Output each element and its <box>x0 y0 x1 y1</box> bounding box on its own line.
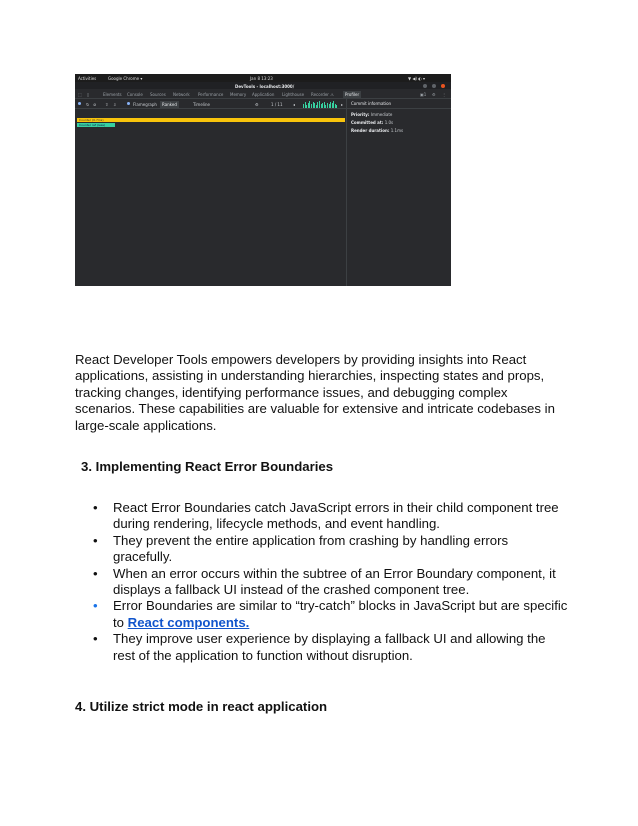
render-label: Render duration: <box>351 128 390 133</box>
reload-icon[interactable]: ↻ <box>86 101 90 107</box>
tab-sources[interactable]: Sources <box>150 92 166 97</box>
devtools-screenshot <box>75 74 451 286</box>
clear-icon[interactable]: ⊘ <box>93 101 97 107</box>
clock-label: Jan 8 13:23 <box>250 75 273 81</box>
tab-console[interactable]: Console <box>127 92 143 97</box>
os-top-bar <box>75 74 451 82</box>
prev-commit-icon[interactable]: ◂ <box>293 101 296 107</box>
ranked-bar-counter[interactable]: Counter (0.7ms) <box>77 118 345 122</box>
intro-paragraph: React Developer Tools empowers developers by providing insights into React applications, assisting in understanding hierarchies, inspecting states and props, tracking changes, identifying performance issues, and debugging complex scenarios. These capabilities are valuable for extensive and intricate codebases in large-scale applications. <box>75 352 555 433</box>
bullet-icon: • <box>93 532 98 548</box>
committed-value: 1.0s <box>384 120 394 125</box>
issues-badge[interactable]: ▣1 <box>420 92 427 97</box>
upload-icon[interactable]: ⇧ <box>105 101 109 107</box>
tab-network[interactable]: Network <box>173 92 190 97</box>
list-item <box>75 598 570 631</box>
bullet-icon: • <box>93 565 98 581</box>
tab-performance[interactable]: Performance <box>198 92 224 97</box>
minimize-icon[interactable] <box>423 84 427 88</box>
list-item-text: When an error occurs within the subtree of an Error Boundary component, it displays a fallback UI instead of the crashed component tree. <box>113 565 556 598</box>
commit-sparkline[interactable] <box>303 101 339 108</box>
flamegraph-button[interactable]: Flamegraph <box>133 101 157 107</box>
commit-info-panel <box>346 99 451 286</box>
download-icon[interactable]: ⇩ <box>113 101 117 107</box>
list-item-text: They prevent the entire application from crashing by handling errors gracefully. <box>113 532 509 565</box>
tab-application[interactable]: Application <box>252 92 275 97</box>
tab-profiler[interactable]: Profiler <box>345 91 360 97</box>
tab-elements[interactable]: Elements <box>103 92 122 97</box>
list-item <box>75 500 570 533</box>
tab-lighthouse[interactable]: Lighthouse <box>282 92 305 97</box>
list-item <box>75 631 570 664</box>
committed-row <box>347 120 451 125</box>
section-heading-strict-mode: 4. Utilize strict mode in react application <box>75 699 328 714</box>
inspect-icon[interactable]: ⬚ <box>78 92 82 97</box>
app-menu-label: Google Chrome ▾ <box>108 75 143 81</box>
tab-memory[interactable]: Memory <box>230 92 247 97</box>
priority-value: Immediate <box>370 112 393 117</box>
list-item <box>75 566 570 599</box>
gear-icon[interactable]: ⚙ <box>432 92 436 97</box>
more-icon[interactable]: ⋮ <box>442 92 446 97</box>
render-value: 1.1ms <box>390 128 404 133</box>
record-icon[interactable] <box>78 102 81 105</box>
priority-label: Priority: <box>351 112 370 117</box>
activities-label: Activities <box>78 75 97 81</box>
next-commit-icon[interactable]: ▸ <box>341 101 344 107</box>
window-title-bar <box>75 82 451 89</box>
error-boundaries-list <box>75 500 570 664</box>
bullet-icon: • <box>93 598 98 614</box>
close-icon[interactable] <box>441 84 445 88</box>
window-title: DevTools - localhost:3000/ <box>235 83 295 89</box>
flamegraph-icon <box>127 102 130 105</box>
render-row <box>347 128 451 133</box>
devtools-tab-bar <box>75 89 451 99</box>
list-item-text: Error Boundaries are similar to “try-catch” blocks in JavaScript but are specific to <box>113 598 568 630</box>
device-icon[interactable]: ▯ <box>87 92 90 97</box>
priority-row <box>347 112 451 117</box>
ranked-bar-counter-ref[interactable]: Counter ref (less) <box>77 123 115 127</box>
section-heading-error-boundaries: 3. Implementing React Error Boundaries <box>81 459 334 474</box>
tab-recorder[interactable]: Recorder ⚠ <box>311 92 334 97</box>
commit-counter: 1 / 11 <box>271 101 283 107</box>
system-icons: ▼ ◀) ◐ ▾ <box>408 75 426 81</box>
commit-info-header: Commit information <box>347 99 451 109</box>
react-components-link[interactable]: React components. <box>127 614 250 630</box>
timeline-button[interactable]: Timeline <box>193 101 211 107</box>
list-item <box>75 533 570 566</box>
bullet-icon: • <box>93 631 98 647</box>
bullet-icon: • <box>93 500 98 515</box>
maximize-icon[interactable] <box>432 84 436 88</box>
settings-icon[interactable]: ⚙ <box>255 101 259 107</box>
committed-label: Committed at: <box>351 120 384 125</box>
list-item-text: They improve user experience by displaying a fallback UI and allowing the rest of the application to function without disruption. <box>113 631 546 663</box>
list-item-text: React Error Boundaries catch JavaScript errors in their child component tree during rendering, lifecycle methods, and event handling. <box>113 500 559 532</box>
ranked-button[interactable]: Ranked <box>162 101 177 107</box>
